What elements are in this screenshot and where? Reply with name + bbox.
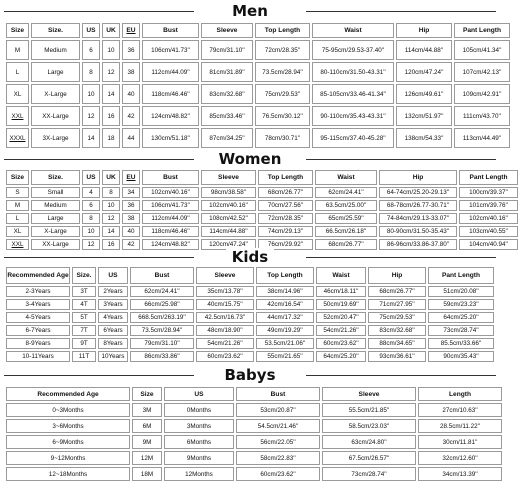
table-cell: XXXL [6,128,29,148]
table-cell: 34cm/13.39'' [418,467,502,481]
table-cell: 54cm/21.26'' [196,338,254,349]
table-cell: 138cm/54.33'' [396,128,452,148]
table-cell: 87cm/34.25'' [201,128,253,148]
title-rule [306,159,496,160]
table-cell: 50cm/19.69'' [316,299,366,310]
table-cell: 38cm/14.96'' [256,286,314,297]
table-cell: 90cm/35.43'' [428,351,494,362]
table-cell: 8Years [98,338,128,349]
table-cell: XXL [6,106,29,126]
table-row [6,312,494,323]
header-row [6,267,494,284]
table-cell: 88cm/34.65'' [368,338,426,349]
table-cell: 28.5cm/11.22'' [418,419,502,433]
table-cell: 59cm/23.23'' [428,299,494,310]
table-row [6,187,518,198]
kids-size-table [4,265,496,364]
table-row [6,403,502,417]
column-header: Bust [142,23,199,38]
table-cell: Large [31,62,80,82]
table-cell: 107cm/42.13'' [454,62,510,82]
table-cell: 7T [72,325,96,336]
table-cell: 64-74cm/25.20-29.13'' [379,187,457,198]
table-cell: 101cm/39.76'' [459,200,518,211]
table-cell: 78cm/30.71'' [255,128,310,148]
table-cell: 85cm/33.46'' [201,106,253,126]
table-row [6,338,494,349]
column-header: EU [122,23,140,38]
table-cell: 6~9Months [6,435,130,449]
title-rule [4,159,194,160]
table-cell: 10 [102,40,120,60]
table-cell: 111cm/43.70'' [454,106,510,126]
table-cell: 6 [82,200,100,211]
table-cell: 18 [102,128,120,148]
table-cell: 12M [132,451,162,465]
table-cell: 27cm/10.63'' [418,403,502,417]
table-cell: 65cm/25.59'' [315,213,377,224]
table-cell: XL [6,226,29,237]
table-cell: 8 [102,187,120,198]
table-cell: 6M [132,419,162,433]
table-cell: Medium [31,200,80,211]
table-cell: 63.5cm/25.00'' [315,200,377,211]
column-header: Pant Length [428,267,494,284]
table-cell: 0~3Months [6,403,130,417]
column-header: Top Length [256,267,314,284]
table-cell: 10 [102,200,120,211]
table-cell: 114cm/44.88'' [396,40,452,60]
kids-section-title: Kids [0,248,500,266]
table-cell: 10Years [98,351,128,362]
table-cell: 68-78cm/26.77-30.71'' [379,200,457,211]
table-cell: 38 [122,62,140,82]
table-cell: 12 [102,213,120,224]
column-header: Waist [316,267,366,284]
table-cell: 3X-Large [31,128,80,148]
table-cell: 10 [82,84,100,104]
table-cell: 44 [122,128,140,148]
column-header: Top Length [255,23,310,38]
table-cell: 14 [102,84,120,104]
column-header: Hip [368,267,426,284]
table-cell: X-Large [31,84,80,104]
table-cell: 9T [72,338,96,349]
table-row [6,40,510,60]
table-cell: 62cm/24.41'' [130,286,194,297]
table-cell: 3M [132,403,162,417]
table-cell: 12 [82,106,100,126]
table-cell: 42cm/16.54'' [256,299,314,310]
table-cell: 55.5cm/21.85'' [322,403,416,417]
column-header: UK [102,23,120,38]
table-cell: 80-90cm/31.50-35.43'' [379,226,457,237]
table-cell: 46cm/18.11'' [316,286,366,297]
table-cell: 95-115cm/37.40-45.28'' [312,128,394,148]
column-header: US [82,170,100,185]
table-cell: 6Months [164,435,234,449]
table-cell: 2-3Years [6,286,70,297]
table-cell: XX-Large [31,239,80,250]
table-row [6,419,502,433]
table-cell: 79cm/31.10'' [130,338,194,349]
table-cell: 85-105cm/33.46-41.34'' [312,84,394,104]
table-row [6,213,518,224]
table-cell: 2Years [98,286,128,297]
title-rule [4,375,194,376]
table-cell: 38 [122,213,140,224]
table-cell: 8 [82,62,100,82]
table-row [6,200,518,211]
table-cell: 76cm/29.92'' [258,239,313,250]
column-header: UK [102,170,120,185]
table-cell: 6-7Years [6,325,70,336]
table-cell: 9M [132,435,162,449]
column-header: Hip [379,170,457,185]
column-header: Length [418,387,502,401]
table-row [6,435,502,449]
table-cell: 104cm/40.94'' [459,239,518,250]
table-cell: 102cm/40.16'' [142,187,199,198]
table-cell: 112cm/44.09'' [142,213,199,224]
table-cell: 106cm/41.73'' [142,200,199,211]
column-header: Sleeve [201,23,253,38]
title-rule [4,257,194,258]
column-header: Size. [31,170,80,185]
table-cell: L [6,213,29,224]
table-cell: 64cm/25.20'' [316,351,366,362]
table-cell: 113cm/44.49'' [454,128,510,148]
table-cell: 74cm/29.13'' [258,226,313,237]
table-cell: 102cm/40.16'' [459,213,518,224]
women-section-title: Women [0,150,500,168]
table-cell: XXL [6,239,29,250]
babys-section-title: Babys [0,366,500,384]
table-cell: 105cm/41.34'' [454,40,510,60]
table-row [6,128,510,148]
table-cell: 36 [122,200,140,211]
table-cell: 86-96cm/33.86-37.80'' [379,239,457,250]
table-cell: 40 [122,84,140,104]
women-size-table [4,168,520,252]
table-cell: 58.5cm/23.03'' [322,419,416,433]
table-cell: 54.5cm/21.46'' [236,419,320,433]
table-cell: 9Months [164,451,234,465]
table-cell: 8 [82,213,100,224]
table-row [6,325,494,336]
column-header: Size. [72,267,96,284]
table-cell: 93cm/36.61'' [368,351,426,362]
table-cell: 3Years [98,299,128,310]
title-rule [4,11,194,12]
table-cell: X-Large [31,226,80,237]
table-cell: 75cm/29.53'' [255,84,310,104]
table-cell: 4 [82,187,100,198]
table-cell: 6 [82,40,100,60]
table-cell: 5T [72,312,96,323]
table-cell: 90-110cm/35.43-43.31'' [312,106,394,126]
table-cell: 66cm/25.98'' [130,299,194,310]
column-header: Hip [396,23,452,38]
header-row [6,23,510,38]
table-cell: XL [6,84,29,104]
table-cell: 3T [72,286,96,297]
table-cell: 64cm/25.20'' [428,312,494,323]
table-cell: 53cm/20.87'' [236,403,320,417]
table-cell: 68cm/26.77'' [315,239,377,250]
table-cell: 58cm/22.83'' [236,451,320,465]
table-cell: 114cm/44.88'' [201,226,256,237]
column-header: Pant Length [454,23,510,38]
table-cell: 66.5cm/26.18'' [315,226,377,237]
table-cell: 11T [72,351,96,362]
table-cell: 53.5cm/21.06'' [256,338,314,349]
table-cell: 30cm/11.81'' [418,435,502,449]
men-section-title: Men [0,2,500,20]
table-cell: XX-Large [31,106,80,126]
table-cell: 124cm/48.82'' [142,106,199,126]
column-header: Sleeve [201,170,256,185]
table-cell: 3~6Months [6,419,130,433]
table-cell: 70cm/27.56'' [258,200,313,211]
table-cell: 81cm/31.89'' [201,62,253,82]
table-cell: 12 [102,62,120,82]
table-cell: 4Years [98,312,128,323]
table-cell: 67.5cm/26.57'' [322,451,416,465]
table-cell: 16 [102,239,120,250]
table-cell: 56cm/22.05'' [236,435,320,449]
table-cell: 85.5cm/33.66'' [428,338,494,349]
table-cell: 0Months [164,403,234,417]
table-cell: 73cm/28.74'' [322,467,416,481]
table-cell: 4T [72,299,96,310]
column-header: US [98,267,128,284]
table-cell: 49cm/19.29'' [256,325,314,336]
column-header: US [82,23,100,38]
title-rule [306,257,496,258]
table-cell: 40cm/15.75'' [196,299,254,310]
table-cell: Medium [31,40,80,60]
table-row [6,299,494,310]
table-cell: 118cm/46.46'' [142,84,199,104]
table-cell: 83cm/32.68'' [368,325,426,336]
table-cell: 6Years [98,325,128,336]
table-cell: 60cm/23.62'' [316,338,366,349]
table-cell: 14 [82,128,100,148]
table-cell: 9~12Months [6,451,130,465]
column-header: Top Length [258,170,313,185]
table-cell: 75-95cm/29.53-37.40'' [312,40,394,60]
column-header: Recommended Age [6,387,130,401]
table-cell: 124cm/48.82'' [142,239,199,250]
table-cell: 106cm/41.73'' [142,40,199,60]
table-cell: 4-5Years [6,312,70,323]
table-cell: 54cm/21.26'' [316,325,366,336]
column-header: Size [132,387,162,401]
table-cell: 10-11Years [6,351,70,362]
table-cell: 98cm/38.58'' [201,187,256,198]
table-row [6,84,510,104]
table-cell: 83cm/32.68'' [201,84,253,104]
table-cell: 40 [122,226,140,237]
table-cell: 73cm/28.74'' [428,325,494,336]
table-cell: 74-84cm/29.13-33.07'' [379,213,457,224]
table-row [6,467,502,481]
table-cell: L [6,62,29,82]
column-header: Pant Length [459,170,518,185]
column-header: Sleeve [322,387,416,401]
table-cell: 109cm/42.91'' [454,84,510,104]
table-cell: 68cm/26.77'' [258,187,313,198]
table-cell: 60cm/23.62'' [236,467,320,481]
table-cell: 3Months [164,419,234,433]
table-cell: 112cm/44.09'' [142,62,199,82]
table-cell: 118cm/46.46'' [142,226,199,237]
table-cell: 103cm/40.55'' [459,226,518,237]
title-rule [306,11,496,12]
table-cell: 42 [122,239,140,250]
column-header: Bust [130,267,194,284]
table-cell: 79cm/31.10'' [201,40,253,60]
table-cell: 3-4Years [6,299,70,310]
table-cell: 63cm/24.80'' [322,435,416,449]
table-row [6,286,494,297]
table-cell: 36 [122,40,140,60]
table-cell: 34 [122,187,140,198]
table-cell: 130cm/51.18'' [142,128,199,148]
table-cell: 72cm/28.35'' [255,40,310,60]
table-cell: 42 [122,106,140,126]
table-cell: Small [31,187,80,198]
title-rule [306,375,496,376]
column-header: US [164,387,234,401]
column-header: Bust [236,387,320,401]
column-header: Bust [142,170,199,185]
table-cell: 73.5cm/28.94'' [255,62,310,82]
table-row [6,106,510,126]
table-row [6,351,494,362]
table-cell: 51cm/20.08'' [428,286,494,297]
table-cell: 16 [102,106,120,126]
table-cell: 55cm/21.65'' [256,351,314,362]
header-row [6,170,518,185]
table-cell: 108cm/42.52'' [201,213,256,224]
table-cell: M [6,200,29,211]
column-header: Waist [312,23,394,38]
table-cell: 12~18Months [6,467,130,481]
table-cell: 68cm/26.77'' [368,286,426,297]
table-row [6,226,518,237]
table-cell: 80-110cm/31.50-43.31'' [312,62,394,82]
column-header: EU [122,170,140,185]
table-cell: 44cm/17.32'' [256,312,314,323]
table-cell: 102cm/40.16'' [201,200,256,211]
column-header: Waist [315,170,377,185]
column-header: Size [6,23,29,38]
column-header: Size. [31,23,80,38]
table-cell: 120cm/47.24'' [201,239,256,250]
men-size-table [4,21,512,150]
column-header: Recommended Age [6,267,70,284]
table-cell: 72cm/28.35'' [258,213,313,224]
table-cell: 71cm/27.95'' [368,299,426,310]
table-cell: 14 [102,226,120,237]
column-header: Size [6,170,29,185]
table-cell: S [6,187,29,198]
column-header: Sleeve [196,267,254,284]
table-cell: 10 [82,226,100,237]
table-cell: 100cm/39.37'' [459,187,518,198]
table-row [6,451,502,465]
table-cell: 52cm/20.47'' [316,312,366,323]
table-cell: 42.5cm/16.73'' [196,312,254,323]
table-cell: 73.5cm/28.94'' [130,325,194,336]
table-cell: M [6,40,29,60]
table-row [6,62,510,82]
table-cell: 62cm/24.41'' [315,187,377,198]
table-cell: 76.5cm/30.12'' [255,106,310,126]
table-cell: 35cm/13.78'' [196,286,254,297]
table-cell: 60cm/23.62'' [196,351,254,362]
table-cell: 18M [132,467,162,481]
table-cell: 132cm/51.97'' [396,106,452,126]
table-cell: 86cm/33.86'' [130,351,194,362]
babys-size-table [4,385,504,483]
table-cell: Large [31,213,80,224]
table-cell: 126cm/49.61'' [396,84,452,104]
header-row [6,387,502,401]
table-cell: 32cm/12.60'' [418,451,502,465]
table-cell: 120cm/47.24'' [396,62,452,82]
table-cell: 48cm/18.90'' [196,325,254,336]
table-cell: 12Months [164,467,234,481]
table-cell: 668.5cm/263.19'' [130,312,194,323]
table-cell: 8-9Years [6,338,70,349]
table-cell: 12 [82,239,100,250]
table-cell: 75cm/29.53'' [368,312,426,323]
